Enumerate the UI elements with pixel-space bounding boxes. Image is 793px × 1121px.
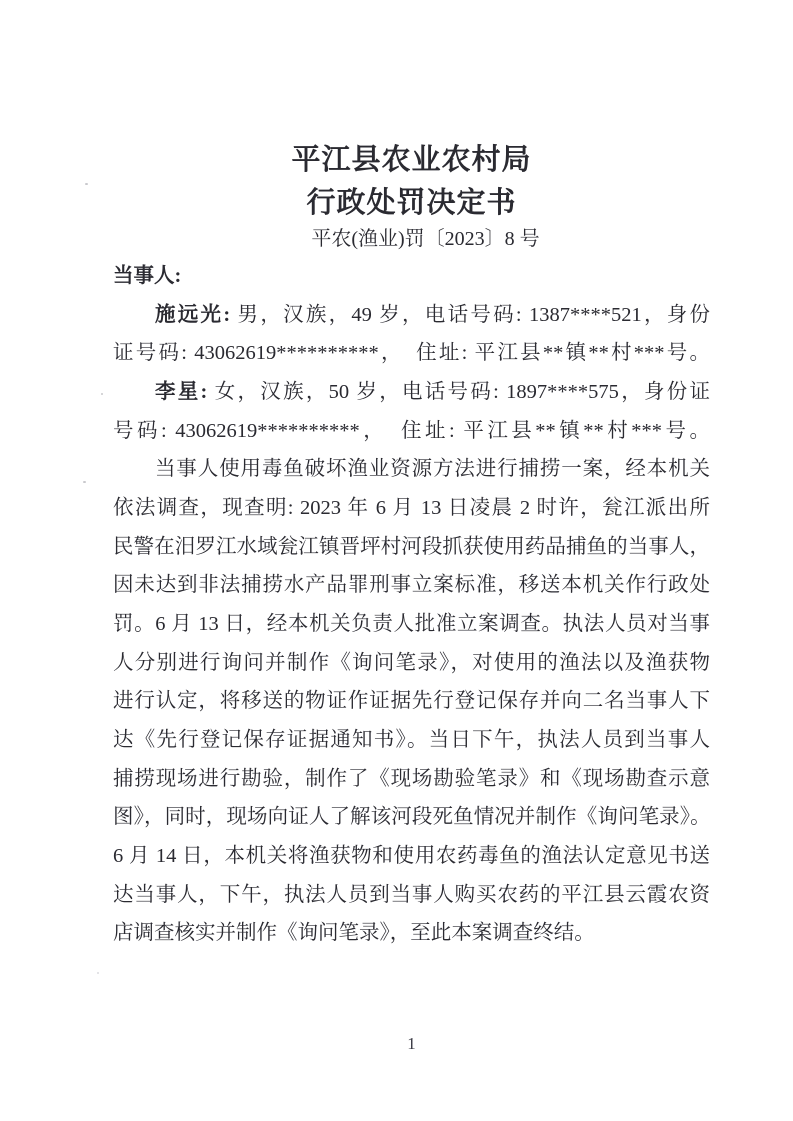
body-line: 因未达到非法捕捞水产品罪刑事立案标准，移送本机关作行政处 [113,574,710,597]
body-line: 证号码: 43062619**********， 住址: 平江县**镇**村***号。 [113,342,710,365]
body-line: 店调查核实并制作《询问笔录》，至此本案调查终结。 [113,922,595,945]
party-label-bold: 当事人: [113,265,182,287]
issuing-organization-title: 平江县农业农村局 [291,144,532,176]
party-label-bold: 李星: [155,380,208,403]
body-line: 当事人使用毒鱼破坏渔业资源方法进行捕捞一案，经本机关 [155,458,710,481]
body-line: 达当事人，下午，执法人员到当事人购买农药的平江县云霞农资 [113,883,710,906]
body-line: 罚。6 月 13 日，经本机关负责人批准立案调查。执法人员对当事 [113,612,710,635]
party-label-bold: 施远光: [155,303,231,326]
scan-speck [85,183,88,185]
body-line: 进行认定，将移送的物证作证据先行登记保存并向二名当事人下 [113,690,710,713]
body-line [113,257,710,296]
body-line: 达《先行登记保存证据通知书》。当日下午，执法人员到当事人 [113,728,710,751]
body-line: 号码: 43062619**********， 住址: 平江县**镇**村***号。 [113,419,710,442]
body-line: 民警在汨罗江水域瓮江镇晋坪村河段抓获使用药品捕鱼的当事人， [113,535,710,558]
body-line: 6 月 14 日，本机关将渔获物和使用农药毒鱼的渔法认定意见书送 [113,844,710,867]
body-line: 捕捞现场进行勘验，制作了《现场勘验笔录》和《现场勘查示意 [113,767,710,790]
scan-speck [97,972,99,974]
page-number: 1 [407,1034,416,1053]
body-line: 李星: 女，汉族，50 岁，电话号码: 1897****575，身份证 [155,380,710,403]
body-line: 施远光: 男，汉族，49 岁，电话号码: 1387****521，身份 [155,303,711,326]
document-body [113,257,710,953]
document-reference-number: 平农(渔业)罚〔2023〕8 号 [311,228,540,250]
scan-speck [83,481,86,483]
document-type-title: 行政处罚决定书 [306,187,517,219]
document-header [113,139,710,225]
body-line: 依法调查，现查明: 2023 年 6 月 13 日凌晨 2 时许，瓮江派出所 [113,496,710,519]
scan-speck [101,393,103,395]
body-line: 图》，同时，现场向证人了解该河段死鱼情况并制作《询问笔录》。 [113,806,710,829]
body-line: 人分别进行询问并制作《询问笔录》，对使用的渔法以及渔获物 [113,651,710,674]
